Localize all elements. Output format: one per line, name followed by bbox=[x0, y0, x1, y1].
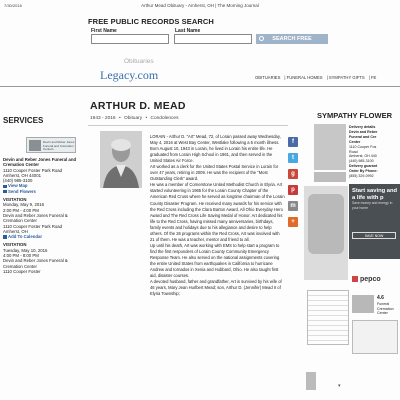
header-divider bbox=[0, 86, 400, 87]
nav-funeral-homes[interactable]: FUNERAL HOMES bbox=[286, 75, 323, 80]
visitation-1-home: Devin and Reber Jones Funeral & Cremation Center bbox=[3, 212, 68, 224]
search-title: FREE PUBLIC RECORDS SEARCH bbox=[88, 17, 214, 26]
ad-headline: Start saving and a life with p bbox=[352, 188, 398, 201]
visitation-1-time: 2:00 PM - 4:00 PM bbox=[3, 207, 39, 213]
funeral-home-phone: (440) 985-3100 bbox=[3, 178, 33, 184]
delivery-line: Devin and Reber bbox=[349, 129, 378, 134]
obituary-paragraph: Born August 10, 1943 in Lorain, he lived in Lorain his entire life. He graduated from Lorain High School in 1961, and then served in the United States Air Force. bbox=[150, 146, 273, 164]
delivery-line: Funeral and Cre bbox=[349, 134, 377, 139]
funeral-home-city: Amherst, OH 44001 bbox=[3, 172, 41, 178]
funeral-home-name[interactable]: Devin and Reber Jones Funeral and Cremation Center bbox=[3, 157, 77, 168]
portrait-silhouette bbox=[100, 131, 142, 188]
visitation-2-time: 4:00 PM - 8:00 PM bbox=[3, 253, 39, 259]
obituary-paragraph: Art worked as a clerk for the United States Postal Service in Lorain for over 47 years, retiring in 2009. He was the recipient of the "Most Outstanding Clerk" award. bbox=[150, 164, 279, 182]
nav-more[interactable]: FE bbox=[370, 75, 377, 80]
flower-thumbnail[interactable] bbox=[314, 172, 346, 182]
ad-save-now-button[interactable]: SAVE NOW bbox=[352, 232, 396, 239]
funeral-home-thumbnail[interactable] bbox=[352, 295, 374, 313]
delivery-phone: (855) 329-0992 bbox=[349, 174, 374, 179]
facebook-icon[interactable]: f bbox=[288, 137, 298, 147]
obituary-paragraph: Up until his death, Art was working with EMS to help start a program to find the first responders of Lorain County Community Emergency Response Team. He also served on the national assignments covering the entire United States from earthquakes in California to hurricane Andrew and tornados in Xenia and Hubbard, Ohio. He also taught first aid, disaster courses. bbox=[150, 242, 280, 279]
ad-list-box bbox=[307, 290, 349, 345]
delivery-line: Delivery details bbox=[349, 125, 376, 129]
delivery-line: Road bbox=[349, 149, 358, 154]
flower-icon bbox=[3, 190, 7, 194]
visitation-2-address: 1110 Cooper Foster bbox=[3, 268, 41, 274]
funeral-home-ad-caption: Funeral Cremation Center bbox=[377, 302, 394, 316]
obituary-paragraph: LORAIN - Arthur D. "Art" Mead, 72, of Lorain passed away Wednesday, May 4, 2016 at West Bay Center, Westlake following a 5 month illness. bbox=[150, 134, 281, 146]
share-bar bbox=[288, 137, 300, 233]
public-records-search bbox=[88, 17, 333, 51]
visitation-2-date: Tuesday, May 10, 2016 bbox=[3, 247, 48, 253]
calendar-icon bbox=[3, 235, 7, 239]
email-icon[interactable]: m bbox=[288, 201, 298, 211]
delivery-line: Delivery guarant bbox=[349, 164, 378, 169]
delivery-line: Order By Phone: bbox=[349, 169, 378, 174]
services-heading: SERVICES bbox=[3, 116, 44, 125]
nav-obituaries[interactable]: OBITUARIES bbox=[255, 75, 281, 80]
last-name-label: Last Name bbox=[175, 28, 201, 34]
sympathy-flowers-heading: SYMPATHY FLOWER bbox=[317, 111, 392, 120]
visitation-1-date: Monday, May 9, 2016 bbox=[3, 202, 45, 208]
send-flowers-label: Send Flowers bbox=[8, 188, 36, 194]
funeral-home-ad-text: Devin and Reber Jones Funeral and Cremation Centers bbox=[43, 140, 75, 151]
delivery-line: Center bbox=[349, 139, 361, 144]
ad-panel-image[interactable] bbox=[304, 186, 348, 280]
ad-subtext: Save money and energy in your home bbox=[352, 201, 393, 210]
pinterest-icon[interactable]: p bbox=[288, 185, 298, 195]
obituary-paragraph: He was a member of Cornerstone United Methodist Church in Elyria. Art started volunteering in 1965 for the Lorain County Chapter of the American Red Cross where he served as longtime chairman of the Lorain County Disaster Program. He received many awards for his service with the Red Cross including the Clara Barton Award, All Ohio Everyday Hero Award and The Red Cross Life Saving Medal of Honor. Art dedicated his life to the Red Cross, having missed many anniversaries, birthdays, family events and holidays due to his allegiance and desire to help others. Of the 26 programs within the Red Cross, Art was involved with 21 of them. He was a teacher, mentor and friend to all. bbox=[150, 182, 285, 242]
search-free-button[interactable] bbox=[256, 34, 328, 44]
visitation-2-home: Devin and Reber Jones Funeral & Cremation Center bbox=[3, 258, 68, 269]
obituary-text bbox=[150, 134, 285, 297]
obituary-name: ARTHUR D. MEAD bbox=[90, 100, 186, 112]
obituary-tab[interactable]: Obituary bbox=[123, 116, 143, 121]
obituary-years: 1943 - 2016 bbox=[90, 116, 116, 121]
ad-phone-image bbox=[308, 194, 344, 254]
scroll-thumb[interactable] bbox=[306, 372, 316, 390]
flower-arrangement-image[interactable] bbox=[314, 124, 346, 170]
twitter-icon[interactable]: t bbox=[288, 153, 298, 163]
obituary-paragraph: A devoted husband, father and grandfather, Art is survived by his wife of 46 years, Mary Jean Hurlbert Mead; son, Arthur D. (Jennifer) Mead II of Elyria Township; bbox=[150, 279, 282, 297]
visitation-2-heading: VISITATION bbox=[3, 242, 27, 248]
view-map-label: View Map bbox=[8, 183, 28, 189]
last-name-input[interactable] bbox=[174, 34, 252, 44]
search-icon bbox=[259, 36, 264, 41]
more-share-icon[interactable]: + bbox=[288, 217, 298, 227]
delivery-line: 1110 Cooper Fos bbox=[349, 144, 377, 149]
map-icon bbox=[3, 185, 7, 189]
site-nav: OBITUARIES | FUNERAL HOMES | SYMPATHY GIFTS | FE bbox=[255, 75, 377, 80]
condolences-tab[interactable]: Condolences bbox=[150, 116, 179, 121]
chevron-down-icon[interactable]: ▾ bbox=[338, 383, 341, 389]
obituaries-label: Obituaries bbox=[124, 58, 154, 65]
pepco-logo-text: pepco bbox=[360, 276, 381, 283]
right-ad-box[interactable] bbox=[352, 320, 398, 354]
visitation-heading: VISITATION bbox=[3, 197, 27, 203]
pepco-logo bbox=[352, 276, 381, 283]
add-to-calendar-label: Add To Calendar bbox=[8, 234, 43, 240]
print-page-title: Arthur Mead Obituary - Amherst, OH | The Morning Journal bbox=[141, 3, 259, 8]
delivery-line: Amherst, OH 440 bbox=[349, 154, 377, 159]
first-name-label: First Name bbox=[91, 28, 117, 34]
print-date: 7/30/2016 bbox=[4, 3, 22, 8]
services-details bbox=[3, 157, 83, 274]
portrait-photo bbox=[100, 131, 142, 188]
legacy-logo[interactable]: Legacy.com bbox=[100, 68, 159, 82]
nav-sympathy-gifts[interactable]: SYMPATHY GIFTS bbox=[328, 75, 365, 80]
funeral-home-ad[interactable] bbox=[26, 137, 76, 153]
energy-savings-ad[interactable] bbox=[349, 184, 400, 259]
name-divider bbox=[88, 125, 288, 126]
pepco-logo-icon bbox=[352, 276, 358, 282]
visitation-1-city: Amherst, OH bbox=[3, 228, 28, 234]
funeral-home-address: 1110 Cooper Foster Park Road bbox=[3, 167, 63, 173]
google-plus-icon[interactable]: g bbox=[288, 169, 298, 179]
funeral-home-rating: 4.6 bbox=[377, 295, 384, 301]
first-name-input[interactable] bbox=[91, 34, 169, 44]
obituary-subline: 1943 - 2016 • Obituary • Condolences bbox=[90, 116, 179, 121]
delivery-line: (440) 985-3100 bbox=[349, 159, 374, 164]
visitation-1-address: 1110 Cooper Foster Park Road bbox=[3, 223, 63, 229]
funeral-home-ad-image bbox=[29, 140, 41, 151]
search-free-label: SEARCH FREE bbox=[272, 36, 312, 42]
flower-delivery-details bbox=[349, 125, 400, 179]
